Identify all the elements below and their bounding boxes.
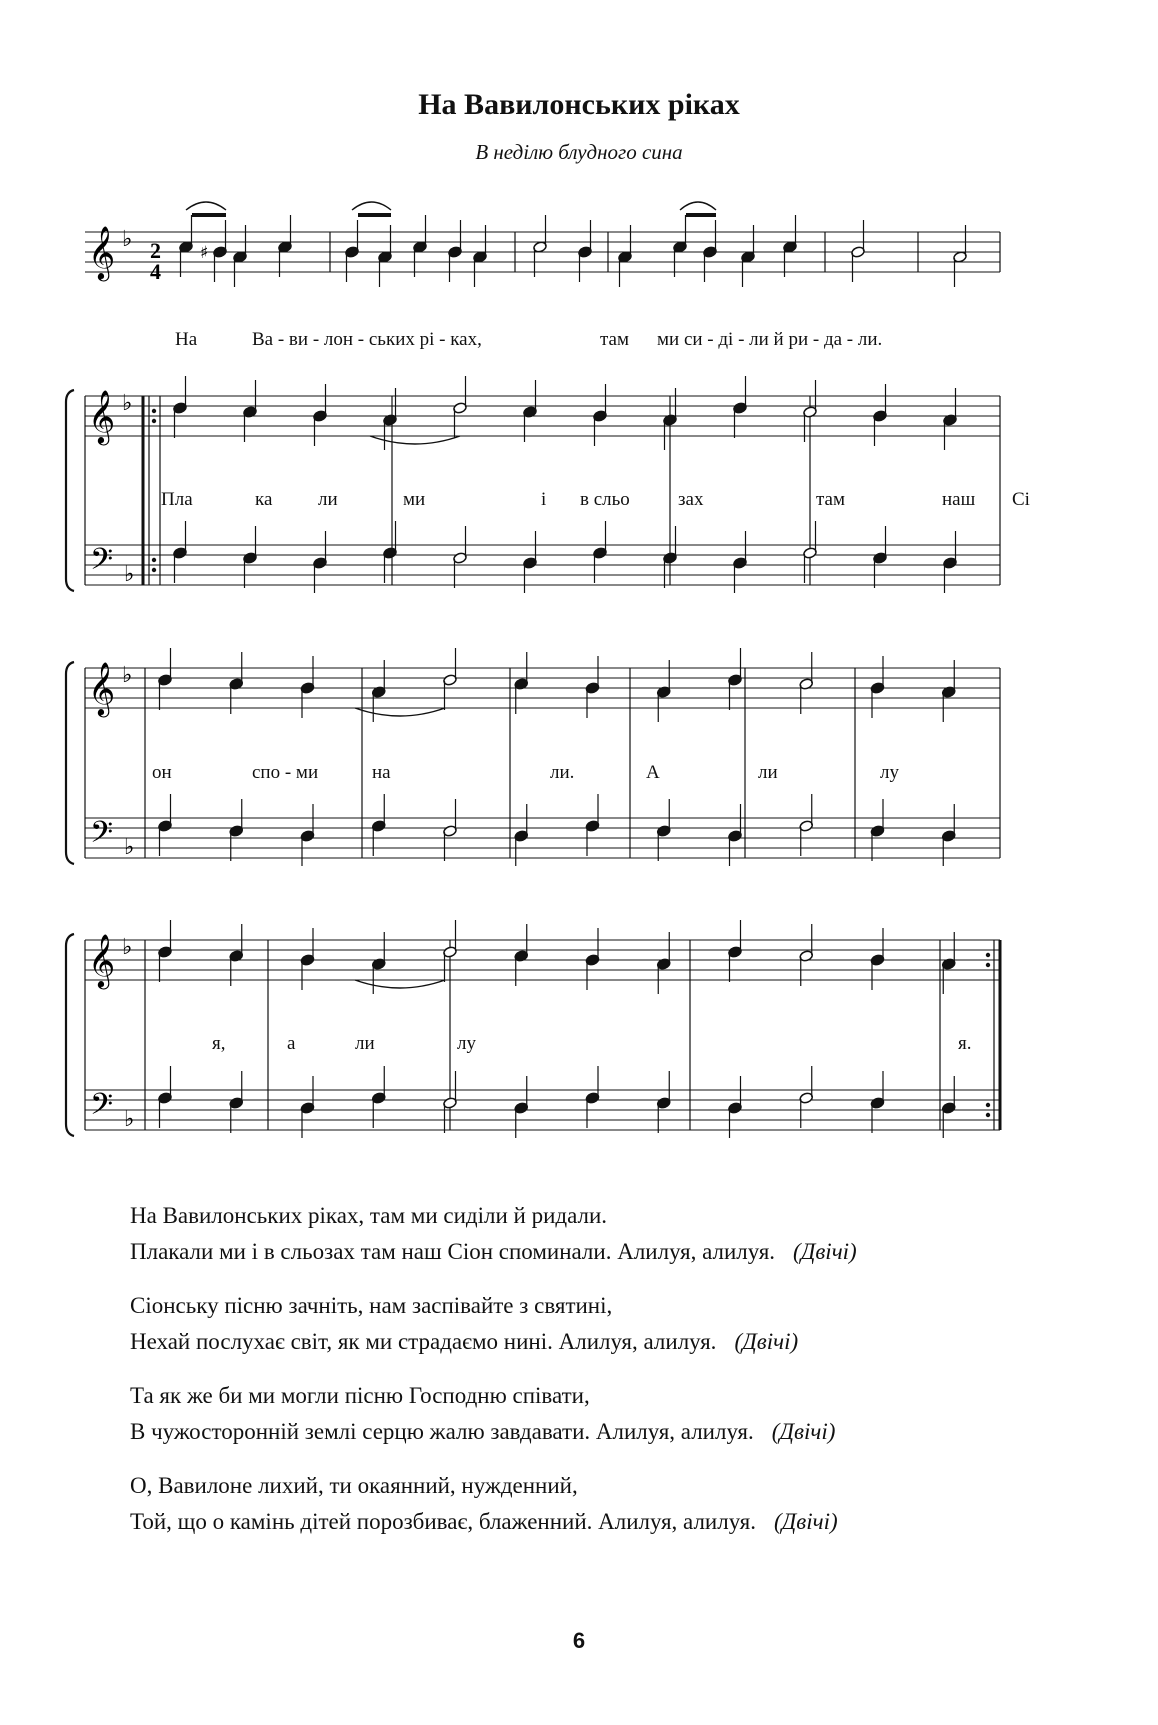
system-bracket [66,662,74,864]
verse-line: О, Вавилоне лихий, ти окаянний, нужденний, [130,1473,578,1498]
flat-key-signature: ♭ [124,835,135,860]
lyric-syllable: На [175,329,198,350]
lyric-syllable: ми [403,489,426,510]
repeat-mark: (Двічі) [734,1329,799,1354]
lyric-syllable: А [646,762,660,783]
verse-line: Той, що о камінь дітей порозбиває, блаженний. Алилуя, алилуя. (Двічі) [130,1509,838,1534]
page-number: 6 [572,1628,586,1653]
staff-lines [66,225,1000,1136]
repeat-dot [986,963,990,967]
repeat-dot [152,419,156,423]
lyric-syllable: ли. [550,762,575,783]
bass-clef: 𝄢 [90,816,114,857]
lyric-syllable: на [372,762,391,783]
flat-key-signature: ♭ [122,391,133,416]
flat-key-signature: ♭ [124,562,135,587]
lyrics-system-4 [212,1033,972,1054]
lyric-syllable: я, [212,1033,226,1054]
lyric-syllable: лу [880,762,899,783]
lyric-syllable: там [600,329,629,350]
repeat-dot [986,1113,990,1117]
lyric-syllable: я. [958,1033,972,1054]
lyric-syllable: зах [678,489,704,510]
lyric-syllable: он [152,762,172,783]
bass-clef: 𝄢 [90,1088,114,1129]
lyric-syllable: там [816,489,845,510]
treble-clef: 𝄞 [88,389,116,443]
time-signature-bottom: 4 [150,259,161,284]
lyric-syllable: ка [255,489,273,510]
verse-line: На Вавилонських ріках, там ми сиділи й ридали. [130,1203,608,1228]
verse-line: В чужосторонній землі серцю жалю завдавати. Алилуя, алилуя. (Двічі) [130,1419,836,1444]
lyric-syllable: в сльо [580,489,630,510]
flat-key-signature: ♭ [124,1107,135,1132]
verse-3 [130,1378,1090,1450]
system-bracket [66,934,74,1136]
lyric-syllable: лу [457,1033,476,1054]
slur [355,708,445,716]
slur [370,436,460,444]
flat-key-signature: ♭ [122,935,133,960]
lyric-syllable: ли [318,489,338,510]
verse-2 [130,1288,1090,1360]
verse-4 [130,1468,1090,1540]
lyrics-system-1 [175,329,882,350]
slur [355,980,445,988]
repeat-dot [152,558,156,562]
lyric-syllable: ми си - ді - ли й ри - да - ли. [657,329,883,350]
lyric-syllable: наш [942,489,976,510]
verse-1 [130,1198,1090,1270]
flat-key-signature: ♭ [122,663,133,688]
lyrics-system-2 [161,489,1030,510]
lyric-syllable: а [287,1033,296,1054]
repeat-mark: (Двічі) [793,1239,857,1264]
repeat-mark: (Двічі) [771,1419,836,1444]
song-title: На Вавилонських ріках [418,88,740,121]
bass-clef: 𝄢 [90,543,114,584]
treble-clef: 𝄞 [88,225,116,279]
treble-clef: 𝄞 [88,933,116,987]
verse-line: Плакали ми і в сльозах там наш Сіон споминали. Алилуя, алилуя. (Двічі) [130,1239,857,1264]
verse-line: Та як же би ми могли пісню Господню співати, [130,1383,590,1408]
repeat-dot [152,409,156,413]
repeat-dot [986,1103,990,1107]
verse-line: Сіонську пісню зачніть, нам заспівайте з святині, [130,1293,613,1318]
slur [186,202,226,210]
lyric-syllable: і [541,489,547,510]
flat-key-signature: ♭ [122,227,133,252]
lyric-syllable: Ва - ви - лон - ських рі - ках, [252,329,482,350]
song-subtitle: В неділю блудного сина [475,140,683,164]
treble-clef: 𝄞 [88,661,116,715]
repeat-mark: (Двічі) [773,1509,838,1534]
lyric-syllable: спо - ми [252,762,319,783]
verse-line: Нехай послухає світ, як ми страдаємо нині. Алилуя, алилуя. (Двічі) [130,1329,799,1354]
lyrics-system-3 [152,762,899,783]
repeat-dot [152,568,156,572]
time-signature-top: 2 [150,238,161,263]
slur [680,202,716,210]
slur [352,202,391,210]
repeat-dot [986,953,990,957]
verses [130,1198,1090,1558]
system-bracket [66,390,74,591]
lyric-syllable: ли [355,1033,375,1054]
lyric-syllable: Сі [1012,489,1030,510]
sharp-accidental: ♯ [200,243,209,263]
lyric-syllable: ли [758,762,778,783]
lyric-syllable: Пла [161,489,193,510]
